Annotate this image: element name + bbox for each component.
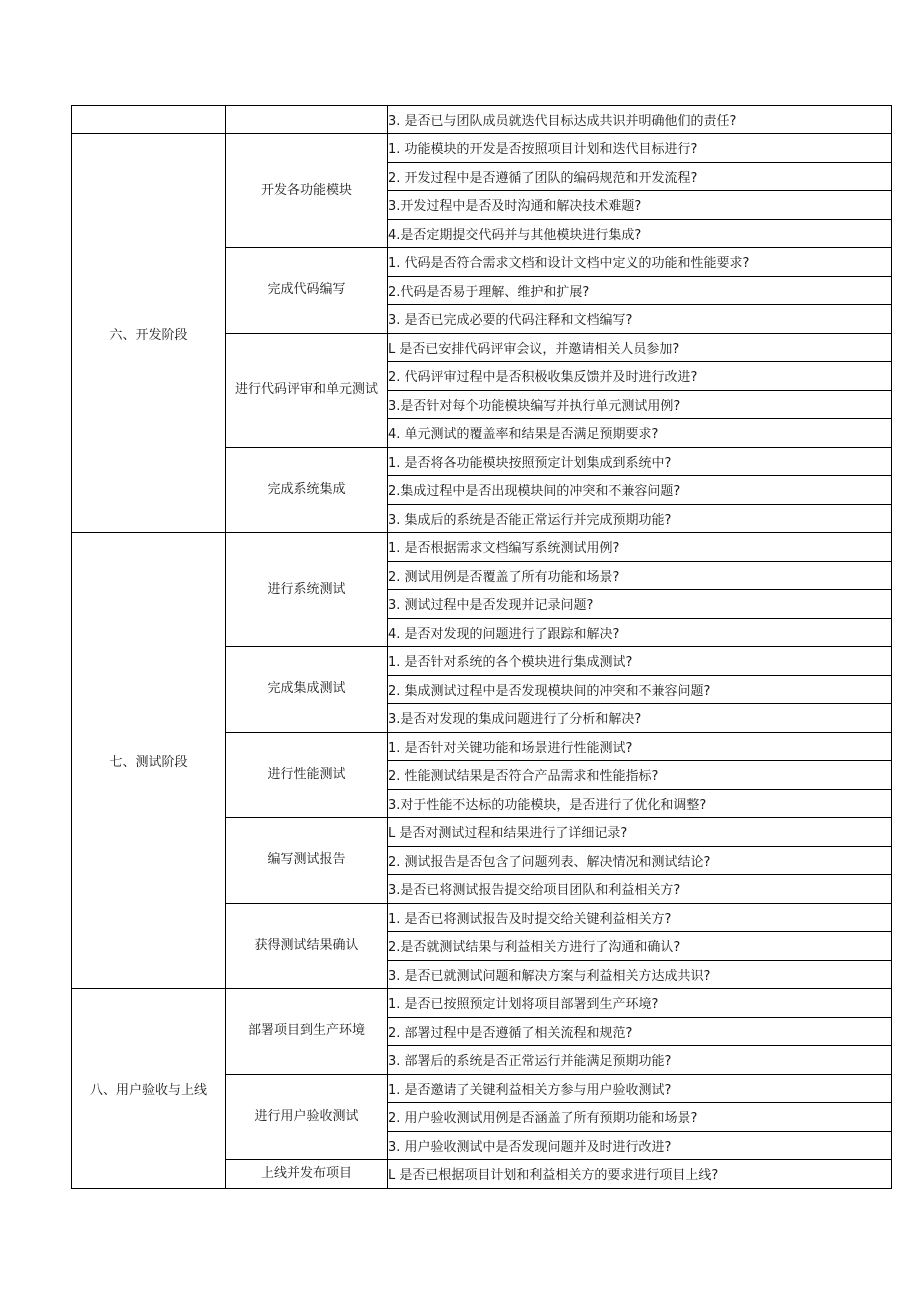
- check-item-cell: 2. 开发过程中是否遵循了团队的编码规范和开发流程?: [388, 162, 892, 191]
- phase-cell: 六、开发阶段: [72, 134, 226, 533]
- task-cell: 部署项目到生产环境: [226, 989, 388, 1075]
- check-item-cell: 2. 测试用例是否覆盖了所有功能和场景?: [388, 561, 892, 590]
- checklist-body: [72, 106, 892, 1189]
- phase-cell: [72, 106, 226, 134]
- check-item-cell: 2. 用户验收测试用例是否涵盖了所有预期功能和场景?: [388, 1103, 892, 1132]
- task-cell: 进行用户验收测试: [226, 1074, 388, 1160]
- check-item-cell: 3.是否对发现的集成问题进行了分析和解决?: [388, 704, 892, 733]
- check-item-cell: 1. 功能模块的开发是否按照项目计划和迭代目标进行?: [388, 134, 892, 163]
- checklist-row: [72, 134, 892, 163]
- check-item-cell: 2. 测试报告是否包含了问题列表、解决情况和测试结论?: [388, 846, 892, 875]
- check-item-cell: 3. 是否已就测试问题和解决方案与利益相关方达成共识?: [388, 960, 892, 989]
- check-item-cell: 1. 代码是否符合需求文档和设计文档中定义的功能和性能要求?: [388, 248, 892, 277]
- check-item-cell: 1. 是否邀请了关键利益相关方参与用户验收测试?: [388, 1074, 892, 1103]
- checklist-row: [72, 989, 892, 1018]
- check-item-cell: 1. 是否针对系统的各个模块进行集成测试?: [388, 647, 892, 676]
- task-cell: 完成代码编写: [226, 248, 388, 334]
- check-item-cell: 3. 测试过程中是否发现并记录问题?: [388, 590, 892, 619]
- check-item-cell: 3.开发过程中是否及时沟通和解决技术难题?: [388, 191, 892, 220]
- task-cell: 上线并发布项目: [226, 1160, 388, 1189]
- task-cell: 进行代码评审和单元测试: [226, 333, 388, 447]
- task-cell: 开发各功能模块: [226, 134, 388, 248]
- task-cell: [226, 106, 388, 134]
- checklist-row: [72, 106, 892, 134]
- checklist-row: [72, 533, 892, 562]
- check-item-cell: 2.集成过程中是否出现模块间的冲突和不兼容问题?: [388, 476, 892, 505]
- check-item-cell: L 是否对测试过程和结果进行了详细记录?: [388, 818, 892, 847]
- check-item-cell: 2. 部署过程中是否遵循了相关流程和规范?: [388, 1017, 892, 1046]
- check-item-cell: 1. 是否根据需求文档编写系统测试用例?: [388, 533, 892, 562]
- check-item-cell: 2.代码是否易于理解、维护和扩展?: [388, 276, 892, 305]
- task-cell: 完成系统集成: [226, 447, 388, 533]
- check-item-cell: 4. 单元测试的覆盖率和结果是否满足预期要求?: [388, 419, 892, 448]
- check-item-cell: 3. 是否已完成必要的代码注释和文档编写?: [388, 305, 892, 334]
- check-item-cell: 3. 集成后的系统是否能正常运行并完成预期功能?: [388, 504, 892, 533]
- check-item-cell: 2. 性能测试结果是否符合产品需求和性能指标?: [388, 761, 892, 790]
- check-item-cell: L 是否已安排代码评审会议，并邀请相关人员参加?: [388, 333, 892, 362]
- phase-cell: 八、用户验收与上线: [72, 989, 226, 1189]
- task-cell: 进行性能测试: [226, 732, 388, 818]
- check-item-cell: 3.是否针对每个功能模块编写并执行单元测试用例?: [388, 390, 892, 419]
- check-item-cell: 1. 是否针对关键功能和场景进行性能测试?: [388, 732, 892, 761]
- task-cell: 进行系统测试: [226, 533, 388, 647]
- check-item-cell: L 是否已根据项目计划和利益相关方的要求进行项目上线?: [388, 1160, 892, 1189]
- check-item-cell: 4. 是否对发现的问题进行了跟踪和解决?: [388, 618, 892, 647]
- task-cell: 获得测试结果确认: [226, 903, 388, 989]
- check-item-cell: 2.是否就测试结果与利益相关方进行了沟通和确认?: [388, 932, 892, 961]
- check-item-cell: 2. 集成测试过程中是否发现模块间的冲突和不兼容问题?: [388, 675, 892, 704]
- check-item-cell: 3. 用户验收测试中是否发现问题并及时进行改进?: [388, 1131, 892, 1160]
- checklist-table: [71, 105, 892, 1189]
- phase-cell: 七、测试阶段: [72, 533, 226, 989]
- check-item-cell: 3. 部署后的系统是否正常运行并能满足预期功能?: [388, 1046, 892, 1075]
- check-item-cell: 3.是否已将测试报告提交给项目团队和利益相关方?: [388, 875, 892, 904]
- check-item-cell: 2. 代码评审过程中是否积极收集反馈并及时进行改进?: [388, 362, 892, 391]
- check-item-cell: 3.对于性能不达标的功能模块，是否进行了优化和调整?: [388, 789, 892, 818]
- task-cell: 完成集成测试: [226, 647, 388, 733]
- check-item-cell: 3. 是否已与团队成员就迭代目标达成共识并明确他们的责任?: [388, 106, 892, 134]
- check-item-cell: 4.是否定期提交代码并与其他模块进行集成?: [388, 219, 892, 248]
- check-item-cell: 1. 是否将各功能模块按照预定计划集成到系统中?: [388, 447, 892, 476]
- task-cell: 编写测试报告: [226, 818, 388, 904]
- check-item-cell: 1. 是否已按照预定计划将项目部署到生产环境?: [388, 989, 892, 1018]
- check-item-cell: 1. 是否已将测试报告及时提交给关键利益相关方?: [388, 903, 892, 932]
